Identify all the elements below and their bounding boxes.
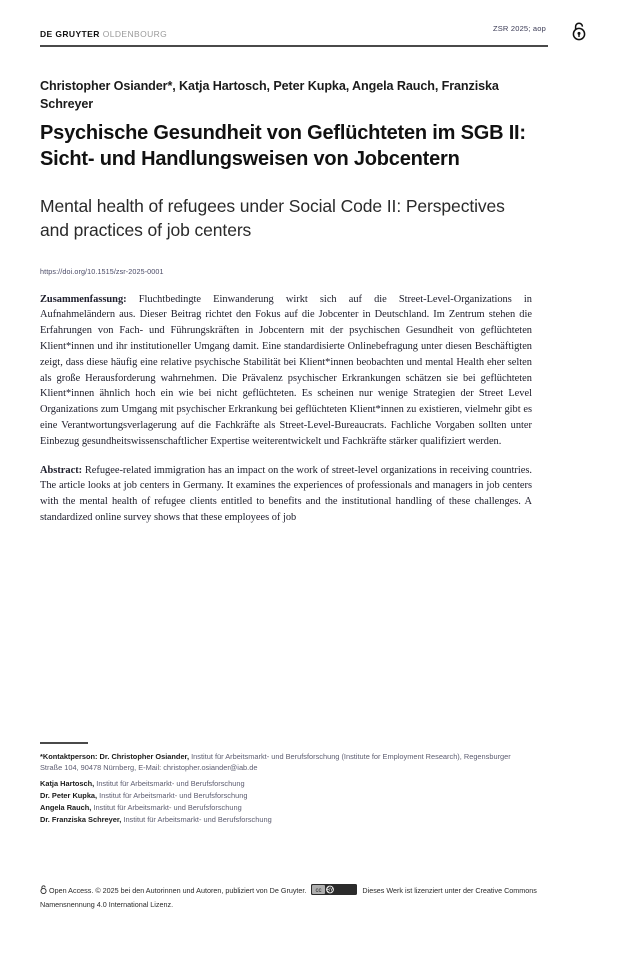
author-name: Dr. Franziska Schreyer,	[40, 815, 122, 825]
open-access-lock-icon	[570, 21, 588, 41]
footnote-block	[40, 742, 532, 827]
author-name: Dr. Peter Kupka,	[40, 790, 98, 800]
article-title-english: Mental health of refugees under Social Code II: Perspectives and practices of job centers	[40, 195, 505, 240]
author-affiliation: Institut für Arbeitsmarkt- und Berufsforschung	[91, 803, 242, 812]
author-affiliation: Institut für Arbeitsmarkt- und Berufsforschung	[121, 815, 272, 825]
license-text-after: Dieses Werk ist lizenziert unter der Creative Commons Namensnennung 4.0 International Lizenz.	[40, 886, 537, 909]
author-name: Angela Rauch,	[40, 803, 92, 812]
abstract-german	[40, 292, 532, 450]
author-list: Christopher Osiander*, Katja Hartosch, Peter Kupka, Angela Rauch, Franziska Schreyer	[40, 79, 499, 111]
footnote-author	[40, 802, 532, 813]
footnote-divider	[40, 742, 88, 744]
footnote-author	[40, 790, 532, 801]
open-access-small-icon	[40, 885, 47, 898]
publisher-name: DE GRUYTER	[40, 29, 100, 39]
footnote-author	[40, 814, 532, 825]
footnote-author	[40, 778, 532, 789]
abstract-german-label: Zusammenfassung:	[40, 293, 127, 305]
license-footer	[40, 884, 540, 910]
journal-citation: ZSR 2025; aop	[492, 24, 546, 33]
header-divider	[40, 45, 548, 47]
author-affiliation: Institut für Arbeitsmarkt- und Berufsforschung	[97, 790, 248, 800]
abstract-english-text: Refugee-related immigration has an impact on the work of street-level organizations in receiving countries. The article looks at job centers in Germany. It examines the experiences of professionals and managers in job centers with the mental health of refugee clients entitled to benefits and the institutional handling of these challenges. A standardized online survey shows that these employees of job	[40, 464, 532, 524]
svg-text:BY: BY	[327, 887, 334, 894]
author-affiliation: Institut für Arbeitsmarkt- und Berufsforschung	[94, 778, 245, 788]
article-content	[40, 78, 532, 539]
publisher-logo	[40, 24, 167, 42]
publisher-imprint: OLDENBOURG	[102, 29, 168, 39]
corresponding-author-name: *Kontaktperson: Dr. Christopher Osiander,	[40, 752, 190, 761]
abstract-english-label: Abstract:	[40, 464, 83, 476]
doi-link[interactable]: https://doi.org/10.1515/zsr-2025-0001	[40, 266, 164, 276]
abstract-german-text: Fluchtbedingte Einwanderung wirkt sich auf die Street-Level-Organizations in Aufnahmeländern aus. Dieser Beitrag richtet den Fokus auf die Jobcenter in Deutschland. Im Zentrum stehen die Erfahrungen von Fach- und Führungskräften in Jobcentern mit der psychischen Gesundheit von geflüchteten Klient*innen und ihr institutioneller Umgang damit. Eine standardisierte Onlinebefragung unter diesen Beschäftigten zeigt, dass diese häufig eine relative psychische Stabilität bei Klient*innen beobachten und mental Health eher selten als große Herausforderung wahrnehmen. Die Prävalenz psychischer Erkrankungen schätzen sie bei geflüchteten Klient*innen ähnlich hoch ein wie bei nicht geflüchteten. Es scheinen nur wenige Strategien der Street Level Organizations zum Umgang mit psychischer Erkrankung bei geflüchteten Klient*innen zu existieren, vielmehr gibt es eine Verantwortungsverlagerung auf die Fachkräfte als Street-Level-Bureaucrats. Fachliche Vorgaben sollten unter Einbezug gesundheitswissenschaftlicher Expertise weiterentwickelt und Fachkräfte stärker qualifiziert werden.	[40, 293, 532, 447]
article-title-german: Psychische Gesundheit von Geflüchteten im SGB II: Sicht- und Handlungsweisen von Jobcentern	[40, 121, 526, 171]
abstract-english	[40, 463, 532, 526]
cc-by-badge-icon	[311, 884, 357, 899]
license-text-before: Open Access. © 2025 bei den Autorinnen und Autoren, publiziert von De Gruyter.	[49, 886, 307, 895]
author-name: Katja Hartosch,	[40, 778, 95, 788]
corresponding-author-affiliation: Institut für Arbeitsmarkt- und Berufsforschung (Institute for Employment Research), Regensburger Straße 104, 90478 Nürnberg, E-Mail: christopher.osiander@iab.de	[40, 752, 511, 773]
footnote-corresponding-author	[40, 751, 532, 774]
svg-text:cc: cc	[315, 888, 322, 894]
